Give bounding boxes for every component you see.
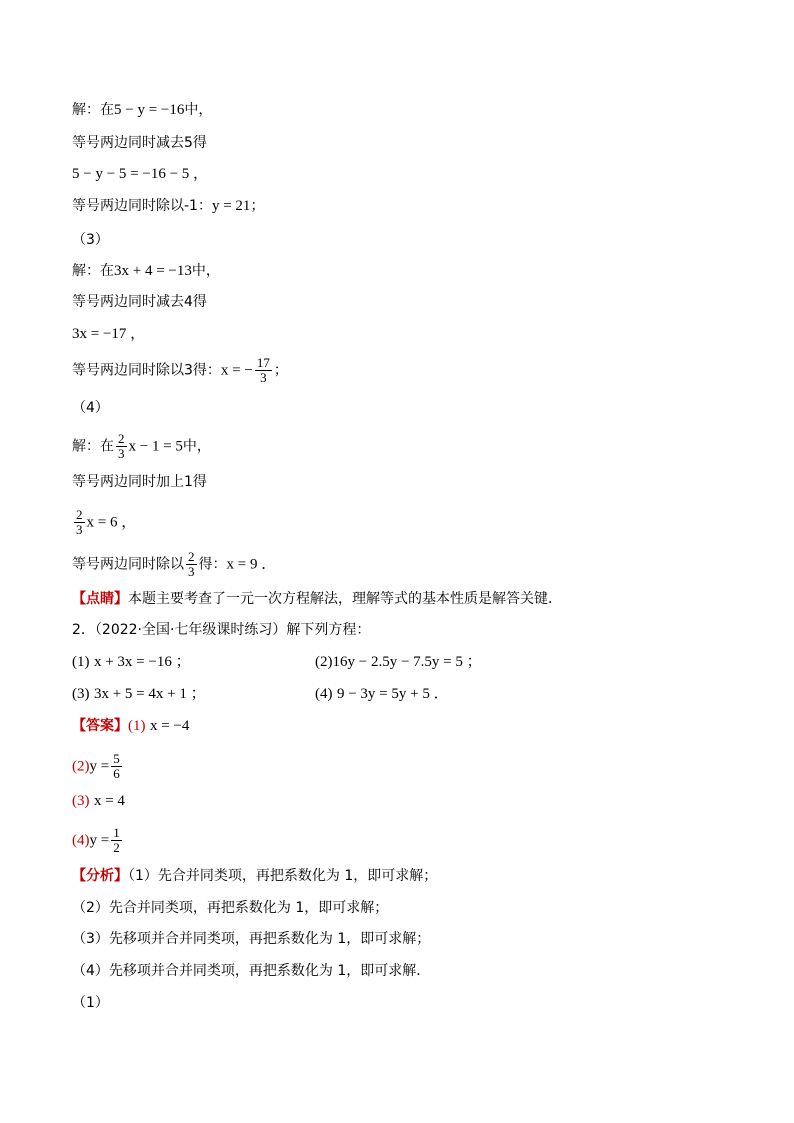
question-item: [72, 652, 191, 672]
numerator: 17: [256, 355, 270, 370]
text: ；: [250, 198, 265, 214]
item-equation: x + 3x = −16 ；: [93, 654, 191, 670]
dianjing-note: [72, 589, 562, 609]
item-equation: 3x + 5 = 4x + 1 ；: [93, 686, 206, 702]
denominator: 6: [113, 766, 120, 781]
part-label: （1）: [72, 995, 109, 1011]
text: 等号两边同时除以3得：: [72, 362, 221, 379]
answer-line: [72, 791, 125, 811]
answer-line: [72, 716, 189, 736]
solution-line: [72, 550, 276, 579]
text: 中，: [182, 438, 211, 455]
answer-value: x = 4: [93, 793, 125, 809]
answer-label: (1): [128, 718, 146, 734]
analysis-text: （1）先合并同类项，再把系数化为 1，即可求解；: [128, 868, 438, 884]
text: 得：: [198, 556, 227, 573]
solution-line: [72, 100, 212, 120]
equation: 5 − y = −16: [114, 102, 185, 118]
answer-value: y =: [89, 758, 110, 775]
question-item: [72, 684, 206, 704]
solution-line: [72, 356, 288, 385]
answer-value: y =: [89, 832, 110, 849]
answer-value: x = −4: [149, 718, 190, 734]
part-label: （3）: [72, 232, 109, 248]
question-item: [315, 652, 482, 672]
analysis-tag: 【分析】: [72, 868, 128, 884]
solution-line: 等号两边同时减去4得: [72, 294, 207, 310]
equation: x = 9 ．: [226, 556, 277, 573]
part-label: （4）: [72, 400, 109, 416]
dianjing-text: 本题主要考查了一元一次方程解法，理解等式的基本性质是解答关键．: [128, 591, 562, 607]
analysis-line: （3）先移项并合并同类项，再把系数化为 1，即可求解；: [72, 931, 431, 947]
fraction: [186, 550, 197, 579]
equation-line: 3x = −17 ，: [72, 326, 146, 342]
analysis-line: （2）先合并同类项，再把系数化为 1，即可求解；: [72, 900, 389, 916]
text: 等号两边同时除以-1：: [72, 198, 212, 214]
item-equation: 9 − 3y = 5y + 5 ．: [336, 686, 449, 702]
answer-line: [72, 826, 124, 855]
equation: x − 1 = 5: [128, 438, 183, 455]
denominator: 3: [118, 446, 125, 461]
fraction: [111, 826, 122, 855]
equation-line: [72, 508, 136, 537]
dianjing-tag: 【点睛】: [72, 591, 128, 607]
denominator: 2: [113, 840, 120, 855]
numerator: 1: [113, 825, 120, 840]
fraction: [255, 356, 272, 385]
text: 解：在: [72, 102, 114, 118]
equation: y = 21: [211, 198, 251, 214]
solution-line: 等号两边同时减去5得: [72, 135, 207, 151]
question-stem: 2．（2022·全国·七年级课时练习）解下列方程：: [72, 622, 371, 638]
numerator: 2: [76, 507, 83, 522]
question-item: [315, 684, 449, 704]
equation: x = 6 ，: [86, 514, 137, 531]
answer-tag: 【答案】: [72, 718, 128, 734]
text: 解：在: [72, 263, 114, 279]
analysis-line: （4）先移项并合并同类项，再把系数化为 1，即可求解．: [72, 963, 431, 979]
text: 中，: [191, 263, 220, 279]
text: ；: [273, 362, 288, 379]
item-equation: 16y − 2.5y − 7.5y = 5 ；: [332, 654, 482, 670]
solution-line: [72, 432, 211, 461]
text: 解：在: [72, 438, 114, 455]
solution-line: 等号两边同时加上1得: [72, 474, 207, 490]
denominator: 3: [76, 522, 83, 537]
numerator: 2: [118, 431, 125, 446]
analysis-line: [72, 866, 437, 886]
fraction: [74, 508, 85, 537]
fraction: [111, 752, 122, 781]
item-label: (3): [72, 686, 90, 702]
text: 等号两边同时除以: [72, 556, 184, 573]
answer-label: (4): [72, 832, 90, 849]
item-label: (4): [315, 686, 333, 702]
numerator: 5: [113, 751, 120, 766]
answer-label: (3): [72, 793, 90, 809]
equation: x = −: [220, 362, 253, 379]
denominator: 3: [260, 370, 267, 385]
item-label: (1): [72, 654, 90, 670]
denominator: 3: [188, 564, 195, 579]
text: 中，: [184, 102, 213, 118]
numerator: 2: [188, 549, 195, 564]
answer-line: [72, 752, 124, 781]
answer-label: (2): [72, 758, 90, 775]
equation-line: 5 − y − 5 = −16 − 5 ，: [72, 166, 209, 182]
item-label: (2): [315, 654, 333, 670]
solution-line: [72, 196, 264, 216]
solution-line: [72, 261, 220, 281]
equation: 3x + 4 = −13: [114, 263, 192, 279]
fraction: [116, 432, 127, 461]
